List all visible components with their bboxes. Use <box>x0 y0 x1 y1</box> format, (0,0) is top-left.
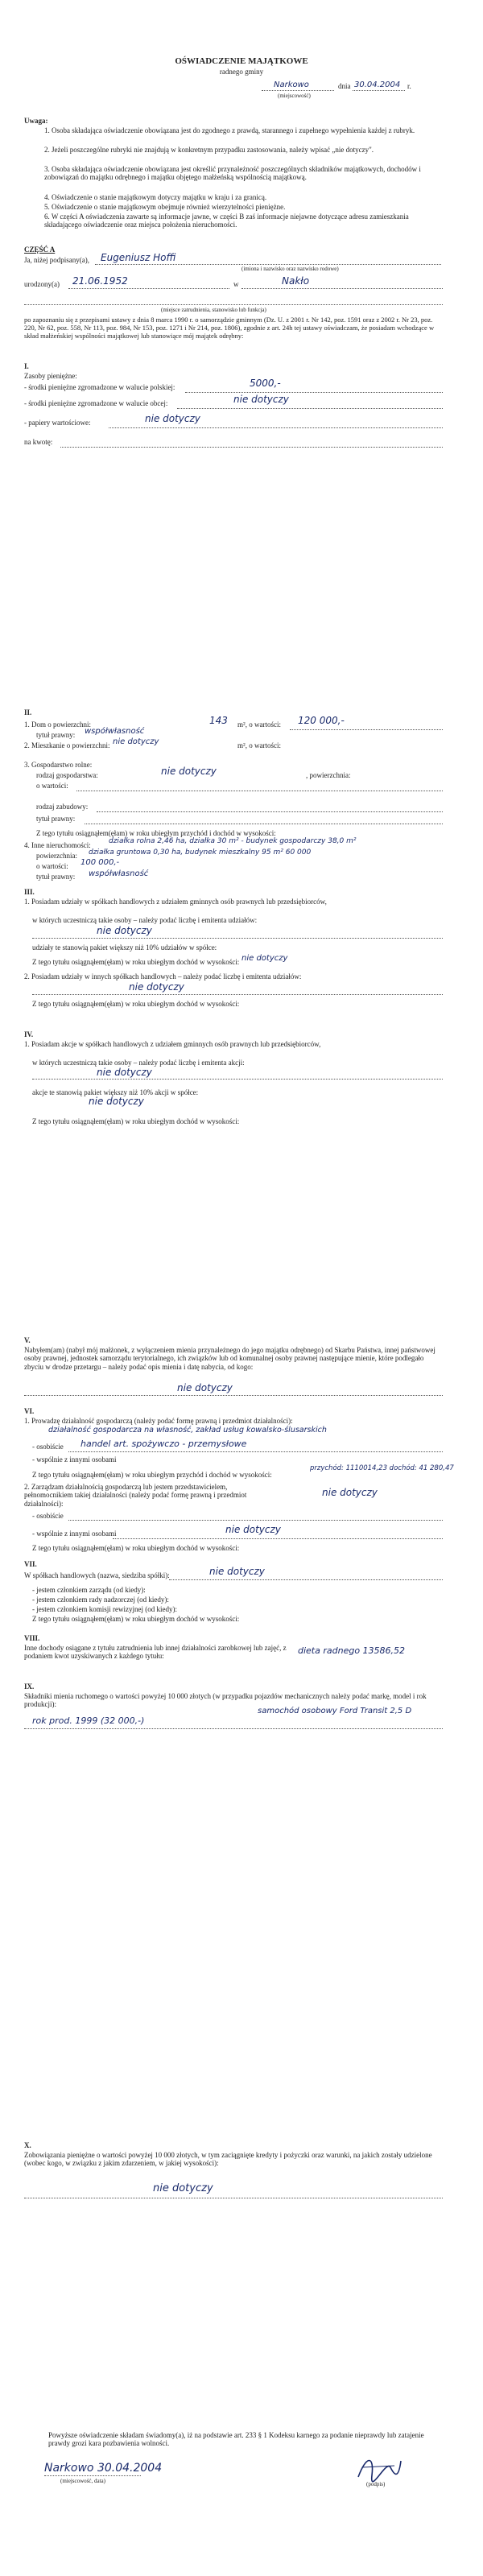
uwaga-item: 5. Oświadczenie o stanie majątkowym obejmuje również wierzytelności pieniężne. <box>44 203 286 211</box>
handwritten-date: 30.04.2004 <box>354 80 401 89</box>
uwaga-item: 2. Jeżeli poszczególne rubryki nie znajdują w konkretnym przypadku zastosowania, należy wpisać „nie dotyczy". <box>44 146 374 154</box>
iii-pakiet-label: udziały te stanowią pakiet większy niż 10% udziałów w spółce: <box>32 943 217 952</box>
iii-income-label: Z tego tytułu osiągnąłem(ęłam) w roku ubiegłym dochód w wysokości: <box>32 958 240 966</box>
house-label: 1. Dom o powierzchni: <box>24 720 91 729</box>
vi-wspolnie-label: - wspólnie z innymi osobami <box>32 1455 117 1463</box>
section-i-intro: Zasoby pieniężne: <box>24 372 77 380</box>
urodzony-label: urodzony(a) <box>24 280 60 288</box>
uwaga-item: 1. Osoba składająca oświadczenie obowiązana jest do zgodnego z prawdą, starannego i zupełnego wypełnienia każdej z rubryk. <box>44 126 415 134</box>
date-suffix: r. <box>407 82 411 90</box>
handwritten-vi-osobiscie: handel art. spożywczo - przemysłowe <box>80 1439 247 1449</box>
vi-wsp2-line <box>113 1538 443 1539</box>
house-line <box>290 729 443 730</box>
footer-place-line <box>44 2475 141 2476</box>
section-ix-number: IX. <box>24 1682 35 1690</box>
w-label: w <box>233 280 239 288</box>
handwritten-name: Eugeniusz Hoffi <box>101 252 176 263</box>
viii-text: Inne dochody osiągane z tytułu zatrudnienia lub innej działalności zarobkowej lub zajęć, z podaniem kwot uzyskiwanych z każdego tytułu: <box>24 1644 287 1661</box>
birth-line <box>68 288 229 289</box>
vii-rada-label: - jestem członkiem rady nadzorczej (od kiedy): <box>32 1596 169 1604</box>
birthplace-line <box>242 288 443 289</box>
other-area-label: powierzchnia: <box>36 852 77 860</box>
flat-label: 2. Mieszkanie o powierzchni: <box>24 741 110 749</box>
handwritten-iii-income: nie dotyczy <box>242 954 288 963</box>
name-line <box>95 264 441 265</box>
handwritten-iv-pakiet: nie dotyczy <box>89 1096 144 1107</box>
section-iii-intro: 1. Posiadam udziały w spółkach handlowych z udziałem gminnych osób prawnych lub przedsiębiorców, <box>24 898 327 906</box>
section-ii-number: II. <box>24 708 32 716</box>
cash-foreign-line <box>177 408 443 409</box>
section-viii-number: VIII. <box>24 1634 40 1642</box>
vi-osobiscie-label: - osobiście <box>32 1443 64 1451</box>
job-line <box>24 304 443 305</box>
cash-pln-line <box>185 392 443 393</box>
section-iv-sub: w których uczestniczą takie osoby – należy podać liczbę i emitenta akcji: <box>32 1059 245 1067</box>
farm-value-label: o wartości: <box>36 782 68 790</box>
vii-komisja-label: - jestem członkiem komisji rewizyjnej (od kiedy): <box>32 1605 177 1613</box>
handwritten-farm: nie dotyczy <box>161 766 217 777</box>
vii-intro: W spółkach handlowych (nazwa, siedziba spółki): <box>24 1571 170 1579</box>
job-caption: (miejsce zatrudnienia, stanowisko lub funkcja) <box>161 307 266 313</box>
handwritten-house-title: współwłasność <box>85 727 145 736</box>
securities-line <box>109 427 443 428</box>
iii-2-label: 2. Posiadam udziały w innych spółkach handlowych – należy podać liczbę i emitenta udziałów: <box>24 972 302 980</box>
handwritten-vii: nie dotyczy <box>209 1566 265 1577</box>
vii-line <box>169 1579 443 1580</box>
iv-1-line <box>32 1079 443 1080</box>
ix-text: Składniki mienia ruchomego o wartości powyżej 10 000 złotych (w przypadku pojazdów mechanicznych należy podać markę, model i rok produkcji): <box>24 1692 427 1709</box>
house-title-label: tytuł prawny: <box>36 731 76 739</box>
handwritten-other-title: współwłasność <box>89 869 149 878</box>
handwritten-vi-income: przychód: 1110014,23 dochód: 41 280,47 <box>310 1464 454 1472</box>
handwritten-birth-date: 21.06.1952 <box>72 275 128 287</box>
handwritten-ix-2: rok prod. 1999 (32 000,-) <box>32 1715 145 1726</box>
section-iii-number: III. <box>24 888 35 896</box>
name-caption: (imiona i nazwisko oraz nazwisko rodowe) <box>242 266 339 272</box>
x-text: Zobowiązania pieniężne o wartości powyżej 10 000 złotych, w tym zaciągnięte kredyty i pożyczki oraz warunki, na jakich zostały udzielone (wobec kogo, w związku z jakim zdarzeniem, w jakiej wysokości): <box>24 2151 432 2168</box>
footer-place-caption: (miejscowość, data) <box>60 2478 105 2484</box>
handwritten-vi-form: działalność gospodarcza na własność, zakład usług kowalsko-ślusarskich <box>48 1426 327 1435</box>
farm-building-line <box>97 811 443 812</box>
uwaga-item: 6. W części A oświadczenia zawarte są informacje jawne, w części B zaś informacje niejawne dotyczące adresu zamieszkania składającego oświadczenie oraz miejsca położenia nieruchomości. <box>44 213 409 229</box>
section-vi-number: VI. <box>24 1407 35 1415</box>
vii-income-label: Z tego tytułu osiągnąłem(ęłam) w roku ubiegłym dochód w wysokości: <box>32 1615 240 1623</box>
place-caption: (miejscowość) <box>278 93 311 99</box>
czesc-a-label: CZĘŚĆ A <box>24 246 56 254</box>
handwritten-house-value: 120 000,- <box>298 715 345 726</box>
document-page-1 <box>0 0 483 1208</box>
section-v-number: V. <box>24 1336 31 1344</box>
handwritten-other-property-2: działka gruntowa 0,30 ha, budynek mieszkalny 95 m² 60 000 <box>89 848 312 857</box>
vi-osobiscie-2-label: - osobiście <box>32 1512 64 1520</box>
iii-2-line <box>32 994 443 995</box>
footer-statement: Powyższe oświadczenie składam świadomy(a), iż na podstawie art. 233 § 1 Kodeksu karnego za podanie nieprawdy lub zatajenie prawdy grozi kara pozbawienia wolności. <box>48 2431 424 2448</box>
cash-foreign-label: - środki pieniężne zgromadzone w walucie obcej: <box>24 399 168 407</box>
uwaga-item: 4. Oświadczenie o stanie majątkowym dotyczy majątku w kraju i za granicą. <box>44 193 267 201</box>
signature-scribble <box>354 2451 402 2483</box>
ix-line <box>24 1728 443 1729</box>
securities-label: - papiery wartościowe: <box>24 419 91 427</box>
handwritten-viii: dieta radnego 13586,52 <box>298 1645 406 1656</box>
handwritten-birthplace: Nakło <box>282 275 310 287</box>
handwritten-iv-1: nie dotyczy <box>97 1067 152 1078</box>
vi-income-label: Z tego tytułu osiągnąłem(ęłam) w roku ubiegłym przychód i dochód w wysokości: <box>32 1471 272 1479</box>
farm-type-label: rodzaj gospodarstwa: <box>36 771 98 779</box>
section-iv-intro: 1. Posiadam akcje w spółkach handlowych z udziałem gminnych osób prawnych lub przedsiębiorców, <box>24 1040 321 1048</box>
handwritten-cash-pln: 5000,- <box>250 378 281 389</box>
handwritten-x: nie dotyczy <box>153 2182 213 2194</box>
document-page-2 <box>0 1304 483 2576</box>
section-i-number: I. <box>24 362 29 370</box>
v-line <box>24 1395 443 1396</box>
iv-income-label: Z tego tytułu osiągnąłem(ęłam) w roku ubiegłym dochód w wysokości: <box>32 1117 240 1125</box>
handwritten-cash-foreign: nie dotyczy <box>233 394 289 405</box>
vi-2-label: 2. Zarządzam działalnością gospodarczą lub jestem przedstawicielem, pełnomocnikiem takiej działalności (należy podać formę prawną i przedmiot działalności): <box>24 1483 247 1508</box>
handwritten-vi-2: nie dotyczy <box>322 1487 378 1498</box>
iii-income-2-label: Z tego tytułu osiągnąłem(ęłam) w roku ubiegłym dochód w wysokości: <box>32 1000 240 1008</box>
vi-1-label: 1. Prowadzę działalność gospodarczą (należy podać formę prawną i przedmiot działalności): <box>24 1417 293 1425</box>
handwritten-v: nie dotyczy <box>177 1382 233 1393</box>
handwritten-iii-2: nie dotyczy <box>129 981 184 993</box>
section-vii-number: VII. <box>24 1560 37 1568</box>
vi-income-2-label: Z tego tytułu osiągnąłem(ęłam) w roku ubiegłym dochód w wysokości: <box>32 1544 240 1552</box>
na-kwote-label: na kwotę: <box>24 438 53 446</box>
house-m2-label: m², o wartości: <box>237 720 281 729</box>
handwritten-footer-place-date: Narkowo 30.04.2004 <box>44 2462 163 2475</box>
date-prefix: dnia <box>338 82 351 90</box>
section-x-number: X. <box>24 2141 31 2149</box>
handwritten-vi-wspolnie-2: nie dotyczy <box>225 1524 281 1535</box>
handwritten-flat: nie dotyczy <box>113 737 159 746</box>
iv-pakiet-label: akcje te stanowią pakiet większy niż 10% akcji w spółce: <box>32 1088 199 1096</box>
handwritten-securities: nie dotyczy <box>145 413 200 424</box>
vi-os-line <box>68 1451 443 1452</box>
vii-zarzad-label: - jestem członkiem zarządu (od kiedy): <box>32 1586 146 1594</box>
document-title: OŚWIADCZENIE MAJĄTKOWE <box>175 56 308 66</box>
cash-pln-label: - środki pieniężne zgromadzone w walucie polskiej: <box>24 383 175 391</box>
handwritten-other-property-1: działka rolna 2,46 ha, działka 30 m² - budynek gospodarczy 38,0 m² <box>109 837 357 845</box>
other-property-label: 4. Inne nieruchomości: <box>24 841 91 849</box>
other-title-label: tytuł prawny: <box>36 873 76 881</box>
place-line <box>262 90 334 91</box>
iii-1-line <box>32 938 443 939</box>
footer-sign-caption: (podpis) <box>366 2481 386 2487</box>
flat-m2-label: m², o wartości: <box>237 741 281 749</box>
legal-text: po zapoznaniu się z przepisami ustawy z dnia 8 marca 1990 r. o samorządzie gminnym (Dz. U. z 2001 r. Nr 142, poz. 1591 oraz z 2002 r. Nr 23, poz. 220, Nr 62, poz. 558, Nr 113, poz. 984, Nr 153, poz. 1271 i Nr 214, poz. 1806), zgodnie z art. 24h tej ustawy oświadczam, że posiadam wchodzące w skład małżeńskiej wspólności majątkowej lub stanowiące mój majątek odrębny: <box>24 316 435 340</box>
farm-building-label: rodzaj zabudowy: <box>36 803 89 811</box>
farm-income-label: Z tego tytułu osiągnąłem(ęłam) w roku ubiegłym przychód i dochód w wysokości: <box>36 829 276 837</box>
handwritten-house-area: 143 <box>209 715 228 726</box>
uwaga-label: Uwaga: <box>24 117 48 125</box>
handwritten-place: Narkowo <box>274 80 309 89</box>
date-line <box>353 90 405 91</box>
uwaga-item: 3. Osoba składająca oświadczenie obowiązana jest określić przynależność poszczególnych składników majątkowych, dochodów i zobowiązań do majątku odrębnego i majątku objętego małżeńską wspólnością majątkową. <box>44 165 421 182</box>
ja-nizej-label: Ja, niżej podpisany(a), <box>24 256 89 264</box>
handwritten-iii-1: nie dotyczy <box>97 925 152 936</box>
vi-os2-line <box>68 1520 443 1521</box>
na-kwote-line <box>60 447 443 448</box>
farm-area-label: , powierzchnia: <box>306 771 351 779</box>
handwritten-ix-1: samochód osobowy Ford Transit 2,5 D <box>258 1707 412 1715</box>
farm-label: 3. Gospodarstwo rolne: <box>24 761 93 769</box>
section-iv-number: IV. <box>24 1030 34 1038</box>
farm-title-label: tytuł prawny: <box>36 815 76 823</box>
other-value-label: o wartości: <box>36 862 68 870</box>
document-subtitle: radnego gminy <box>219 68 264 76</box>
vi-wspolnie-2-label: - wspólnie z innymi osobami <box>32 1530 117 1538</box>
handwritten-other-value: 100 000,- <box>80 858 120 867</box>
section-iii-sub: w których uczestniczą takie osoby – należy podać liczbę i emitenta udziałów: <box>32 916 258 924</box>
section-v-text: Nabyłem(am) (nabył mój małżonek, z wyłączeniem mienia przynależnego do jego majątku odrębnego) od Skarbu Państwa, innej państwowej osoby prawnej, jednostek samorządu terytorialnego, ich związków lub od komunalnej osoby prawnej następujące mienie, które podlegało zbyciu w drodze przetargu – należy podać opis mienia i datę nabycia, od kogo: <box>24 1346 436 1371</box>
